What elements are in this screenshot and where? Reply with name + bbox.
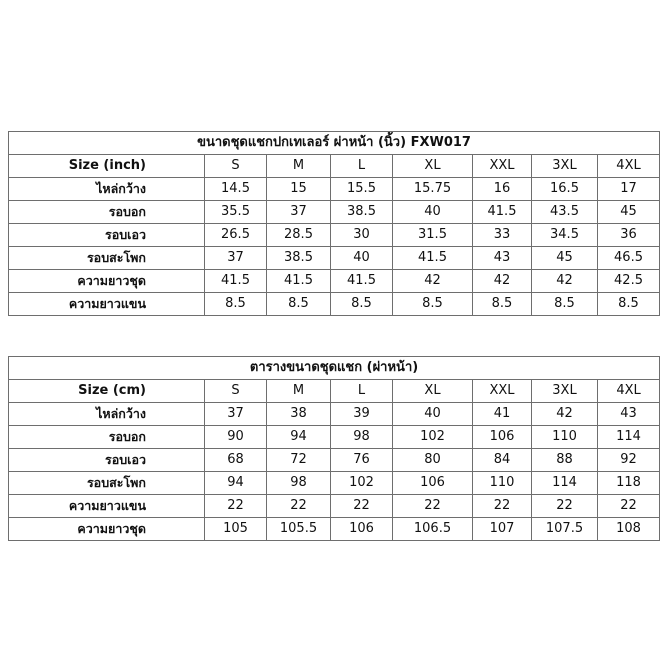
table-cell: 46.5: [598, 247, 660, 270]
table-cell: 106: [393, 472, 473, 495]
table-cell: 88: [532, 449, 598, 472]
table-cell: 45: [532, 247, 598, 270]
table-cell: 98: [267, 472, 331, 495]
table-cell: 33: [473, 224, 532, 247]
row-label: ความยาวชุด: [9, 270, 205, 293]
table-cell: 98: [331, 426, 393, 449]
table-row: [9, 426, 660, 449]
size-header-cell: S: [205, 155, 267, 178]
size-header-cell: L: [331, 380, 393, 403]
table-cell: 15: [267, 178, 331, 201]
table-cell: 68: [205, 449, 267, 472]
size-header-row: [9, 155, 660, 178]
row-label: ไหล่กว้าง: [9, 403, 205, 426]
table-cell: 22: [205, 495, 267, 518]
table-cell: 94: [205, 472, 267, 495]
row-label: รอบเอว: [9, 449, 205, 472]
table-cell: 42: [532, 403, 598, 426]
table-row: [9, 495, 660, 518]
table-cell: 22: [598, 495, 660, 518]
size-table-inch: [8, 131, 660, 316]
table-cell: 22: [393, 495, 473, 518]
row-label: รอบอก: [9, 426, 205, 449]
size-header-cell: 4XL: [598, 155, 660, 178]
table-cell: 42: [473, 270, 532, 293]
table-cell: 8.5: [267, 293, 331, 316]
table-cell: 42: [393, 270, 473, 293]
table-cell: 16: [473, 178, 532, 201]
size-header-label: Size (inch): [9, 155, 205, 178]
table-cell: 43: [598, 403, 660, 426]
table-cell: 41.5: [473, 201, 532, 224]
table-title: ขนาดชุดแชกปกเทเลอร์ ผ่าหน้า (นิ้ว) FXW017: [9, 132, 660, 155]
table-cell: 15.75: [393, 178, 473, 201]
table-cell: 37: [267, 201, 331, 224]
table-title-row: [9, 132, 660, 155]
table-cell: 84: [473, 449, 532, 472]
table-cell: 15.5: [331, 178, 393, 201]
table-title-row: [9, 357, 660, 380]
table-row: [9, 518, 660, 541]
size-header-cell: M: [267, 380, 331, 403]
table-cell: 17: [598, 178, 660, 201]
table-cell: 43.5: [532, 201, 598, 224]
table-cell: 110: [532, 426, 598, 449]
row-label: รอบสะโพก: [9, 247, 205, 270]
table-cell: 36: [598, 224, 660, 247]
table-row: [9, 472, 660, 495]
row-label: ไหล่กว้าง: [9, 178, 205, 201]
row-label: รอบเอว: [9, 224, 205, 247]
table-cell: 22: [267, 495, 331, 518]
table-cell: 90: [205, 426, 267, 449]
table-cell: 41.5: [393, 247, 473, 270]
table-cell: 106: [331, 518, 393, 541]
table-cell: 105.5: [267, 518, 331, 541]
row-label: รอบอก: [9, 201, 205, 224]
table-row: [9, 403, 660, 426]
table-cell: 102: [331, 472, 393, 495]
size-header-cell: 4XL: [598, 380, 660, 403]
table-cell: 41.5: [331, 270, 393, 293]
row-label: ความยาวแขน: [9, 293, 205, 316]
table-cell: 8.5: [331, 293, 393, 316]
table-row: [9, 293, 660, 316]
table-cell: 8.5: [393, 293, 473, 316]
table-cell: 38: [267, 403, 331, 426]
table-cell: 72: [267, 449, 331, 472]
table-cell: 31.5: [393, 224, 473, 247]
size-header-cell: L: [331, 155, 393, 178]
table-cell: 102: [393, 426, 473, 449]
table-cell: 35.5: [205, 201, 267, 224]
table-cell: 107: [473, 518, 532, 541]
table-cell: 40: [331, 247, 393, 270]
table-cell: 8.5: [205, 293, 267, 316]
size-header-cell: XL: [393, 380, 473, 403]
table-cell: 39: [331, 403, 393, 426]
table-cell: 106.5: [393, 518, 473, 541]
size-header-label: Size (cm): [9, 380, 205, 403]
size-header-cell: XXL: [473, 380, 532, 403]
size-header-cell: 3XL: [532, 155, 598, 178]
table-cell: 43: [473, 247, 532, 270]
table-cell: 8.5: [473, 293, 532, 316]
table-cell: 45: [598, 201, 660, 224]
table-row: [9, 247, 660, 270]
size-header-cell: XXL: [473, 155, 532, 178]
table-cell: 41.5: [267, 270, 331, 293]
table-cell: 92: [598, 449, 660, 472]
table-cell: 42.5: [598, 270, 660, 293]
table-cell: 22: [532, 495, 598, 518]
table-row: [9, 201, 660, 224]
table-cell: 105: [205, 518, 267, 541]
table-cell: 41: [473, 403, 532, 426]
table-cell: 16.5: [532, 178, 598, 201]
size-header-row: [9, 380, 660, 403]
table-cell: 114: [598, 426, 660, 449]
row-label: รอบสะโพก: [9, 472, 205, 495]
table-cell: 14.5: [205, 178, 267, 201]
table-cell: 110: [473, 472, 532, 495]
table-cell: 94: [267, 426, 331, 449]
size-header-cell: S: [205, 380, 267, 403]
table-cell: 107.5: [532, 518, 598, 541]
table-cell: 22: [473, 495, 532, 518]
table-cell: 30: [331, 224, 393, 247]
table-row: [9, 224, 660, 247]
table-cell: 108: [598, 518, 660, 541]
table-cell: 37: [205, 247, 267, 270]
table-row: [9, 178, 660, 201]
table-cell: 41.5: [205, 270, 267, 293]
table-cell: 106: [473, 426, 532, 449]
table-title: ตารางขนาดชุดแชก (ผ่าหน้า): [9, 357, 660, 380]
table-cell: 42: [532, 270, 598, 293]
table-cell: 38.5: [267, 247, 331, 270]
table-cell: 76: [331, 449, 393, 472]
table-cell: 118: [598, 472, 660, 495]
table-cell: 80: [393, 449, 473, 472]
table-cell: 114: [532, 472, 598, 495]
size-header-cell: 3XL: [532, 380, 598, 403]
row-label: ความยาวชุด: [9, 518, 205, 541]
table-cell: 37: [205, 403, 267, 426]
size-header-cell: M: [267, 155, 331, 178]
table-cell: 22: [331, 495, 393, 518]
table-cell: 8.5: [532, 293, 598, 316]
table-cell: 8.5: [598, 293, 660, 316]
table-cell: 38.5: [331, 201, 393, 224]
table-cell: 26.5: [205, 224, 267, 247]
table-cell: 34.5: [532, 224, 598, 247]
table-cell: 40: [393, 201, 473, 224]
table-row: [9, 270, 660, 293]
row-label: ความยาวแขน: [9, 495, 205, 518]
table-cell: 28.5: [267, 224, 331, 247]
size-header-cell: XL: [393, 155, 473, 178]
table-cell: 40: [393, 403, 473, 426]
table-row: [9, 449, 660, 472]
size-table-cm: [8, 356, 660, 541]
